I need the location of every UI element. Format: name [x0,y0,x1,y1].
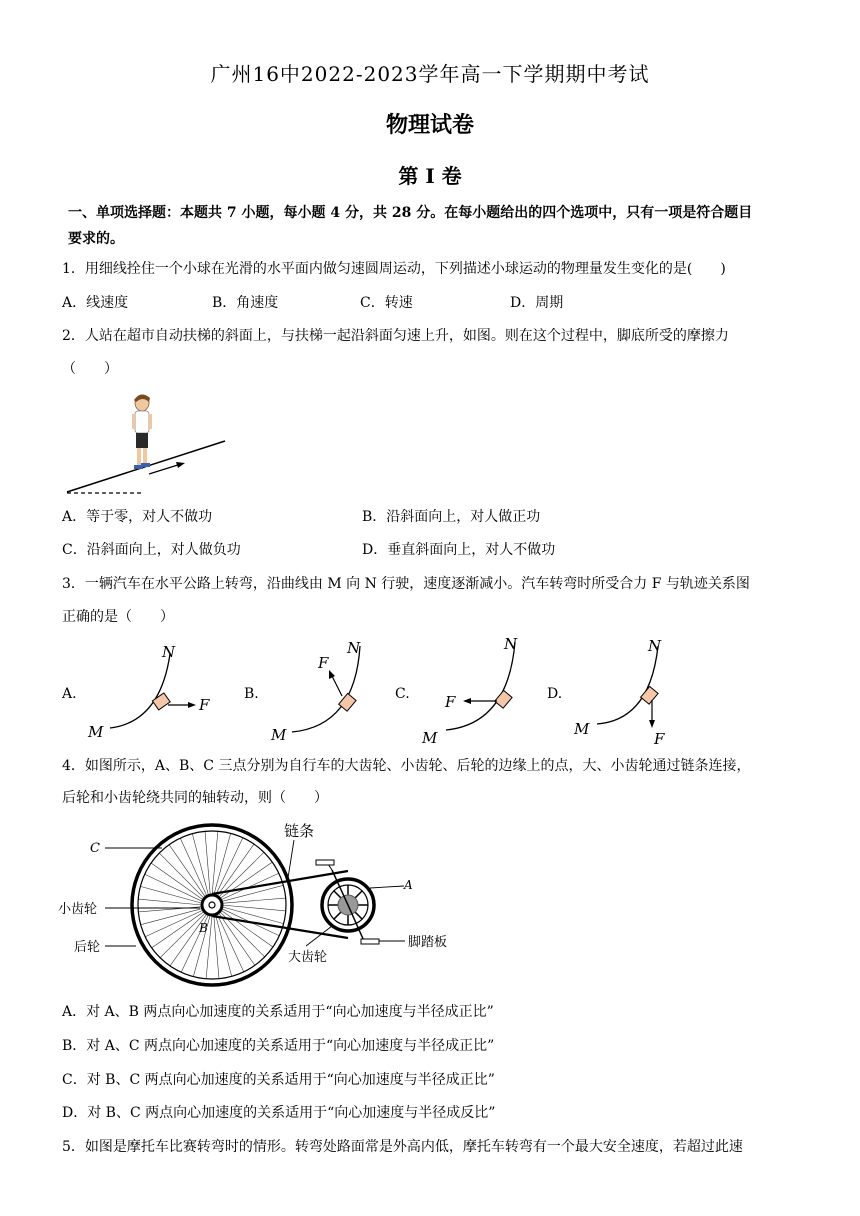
label-pedal: 脚踏板 [408,935,448,950]
trajectory-curve [446,642,515,730]
label-f: F [445,693,456,711]
car-block [641,686,658,704]
question-4-stem-cont: 后轮和小齿轮绕共同的轴转动，则（ ） [62,790,328,806]
q4-option-c: C．对 B、C 两点向心加速度的关系适用于“向心加速度与半径成正比” [62,1072,495,1088]
car-block [152,693,170,710]
question-5-stem: 5．如图是摩托车比赛转弯时的情形。转弯处路面常是外高内低，摩托车转弯有一个最大安全速度，若超过此速 [62,1139,743,1155]
label-f: F [654,730,665,748]
q4-option-d: D．对 B、C 两点向心加速度的关系适用于“向心加速度与半径成反比” [62,1105,496,1121]
small-gear-axle [209,902,215,908]
force-arrow [329,670,342,696]
wheel-spoke [220,862,273,898]
pedal-bottom [361,939,379,944]
q3-option-d-label: D. [547,686,563,702]
label-m: M [88,723,104,741]
q2-option-c: C．沿斜面向上，对人做负功 [62,542,241,558]
wheel-spoke [222,907,284,924]
q3-option-b-label: B. [244,686,259,702]
car-block [339,693,356,711]
big-gear-spoke [355,891,362,898]
wheel-spoke [169,845,205,898]
question-3-stem-cont: 正确的是（ ） [62,609,174,625]
question-2-stem-cont: （ ） [62,361,118,377]
big-gear-spoke [334,891,341,898]
wheel-spoke [140,886,202,903]
label-n: N [162,643,176,661]
label-c: C [90,841,100,856]
trajectory-curve [110,654,170,728]
trajectory-curve [597,646,658,724]
q2-option-a: A．等于零，对人不做功 [62,509,213,525]
q1-option-c: C．转速 [360,295,413,311]
q3-figure-b [265,636,385,746]
label-n: N [504,635,518,653]
escalator-figure [55,388,240,500]
force-arrow [463,698,497,704]
section-heading-cont: 要求的。 [68,231,124,247]
q3-option-c-label: C. [395,686,410,702]
label-rear-wheel: 后轮 [74,940,101,955]
wheel-spoke [214,833,231,895]
pedal-top [316,860,334,865]
label-m: M [574,720,590,738]
q4-option-a: A．对 A、B 两点向心加速度的关系适用于“向心加速度与半径成正比” [62,1004,494,1020]
force-arrow [649,700,655,728]
question-3-stem: 3．一辆汽车在水平公路上转弯，沿曲线由 M 向 N 行驶，速度逐渐减小。汽车转弯时所受合力 F 与轨迹关系图 [62,576,750,592]
label-a: A [404,878,413,892]
q3-figure-d [570,634,680,749]
wheel-spoke [222,905,286,911]
wheel-spoke [151,863,203,900]
label-f: F [318,654,329,672]
q3-figure-c [418,632,543,750]
wheel-spoke [138,899,202,905]
label-n: N [347,639,361,657]
label-m: M [271,726,287,744]
question-2-stem: 2．人站在超市自动扶梯的斜面上，与扶梯一起沿斜面匀速上升，如图。则在这个过程中，脚底所受的摩擦力 [62,328,729,344]
big-gear-spoke [334,912,341,919]
label-m: M [422,729,438,747]
subject-title: 物理试卷 [385,112,474,138]
label-b: B [199,921,208,935]
wheel-spoke [152,911,205,947]
car-block [495,690,512,708]
q3-option-a-label: A. [62,686,77,702]
q3-figure-a [82,640,222,745]
label-f: F [199,696,210,714]
big-gear-spoke [355,912,362,919]
bicycle-figure [58,818,480,993]
wheel-spoke [212,831,218,895]
q1-option-a: A．线速度 [62,295,129,311]
label-small-gear: 小齿轮 [58,902,98,917]
q2-option-d: D．垂直斜面向上，对人不做功 [362,542,556,558]
q4-option-b: B．对 A、C 两点向心加速度的关系适用于“向心加速度与半径成正比” [62,1038,495,1054]
label-chain: 链条 [284,822,315,840]
label-big-gear: 大齿轮 [288,950,328,965]
q1-option-b: B．角速度 [212,295,279,311]
label-n: N [648,637,662,655]
q1-option-d: D．周期 [510,295,564,311]
q2-option-b: B．沿斜面向上，对人做正功 [362,509,541,525]
volume-title: 第 I 卷 [398,164,462,188]
question-1-stem: 1．用细线拴住一个小球在光滑的水平面内做匀速圆周运动，下列描述小球运动的物理量发生变化的是( ) [62,261,726,277]
wheel-spoke [221,910,273,947]
person-figure [132,394,152,469]
force-arrow [168,702,196,708]
question-4-stem: 4．如图所示，A、B、C 三点分别为自行车的大齿轮、小齿轮、后轮的边缘上的点，大、小齿轮通过链条连接， [62,758,751,774]
section-heading: 一、单项选择题：本题共 7 小题，每小题 4 分，共 28 分。在每小题给出的四个选项中，只有一项是符合题目 [68,205,753,221]
exam-title: 广州16中2022-2023学年高一下学期期中考试 [210,62,650,86]
